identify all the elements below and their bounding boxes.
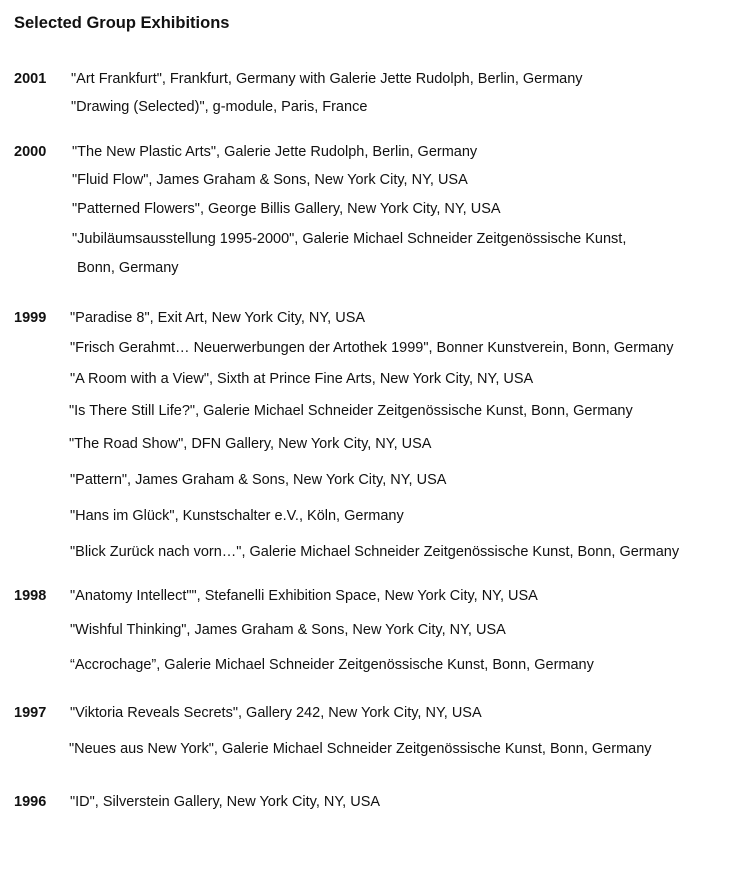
exhibition-entry: "Frisch Gerahmt… Neuerwerbungen der Artothek 1999", Bonner Kunstverein, Bonn, Germany	[70, 340, 674, 356]
page-title: Selected Group Exhibitions	[14, 14, 230, 32]
year-label: 1998	[14, 588, 47, 604]
exhibition-entry: "A Room with a View", Sixth at Prince Fine Arts, New York City, NY, USA	[70, 371, 534, 387]
exhibition-entry: "Art Frankfurt", Frankfurt, Germany with Galerie Jette Rudolph, Berlin, Germany	[71, 71, 583, 87]
exhibition-entry: "Anatomy Intellect"", Stefanelli Exhibition Space, New York City, NY, USA	[70, 588, 538, 604]
exhibition-entry: "Jubiläumsausstellung 1995-2000", Galerie Michael Schneider Zeitgenössische Kunst,	[72, 231, 627, 247]
exhibition-entry: "The Road Show", DFN Gallery, New York City, NY, USA	[69, 436, 432, 452]
exhibition-entry: "Paradise 8", Exit Art, New York City, NY, USA	[70, 310, 366, 326]
exhibition-entry: "Pattern", James Graham & Sons, New York City, NY, USA	[70, 472, 447, 488]
year-label: 1997	[14, 705, 47, 721]
exhibition-entry: "Is There Still Life?", Galerie Michael Schneider Zeitgenössische Kunst, Bonn, Germany	[69, 403, 633, 419]
exhibition-entry: "The New Plastic Arts", Galerie Jette Rudolph, Berlin, Germany	[72, 144, 478, 160]
exhibition-entry: "Wishful Thinking", James Graham & Sons, New York City, NY, USA	[70, 622, 506, 638]
exhibition-entry: "Hans im Glück", Kunstschalter e.V., Köln, Germany	[70, 508, 404, 524]
year-label: 2001	[14, 71, 47, 87]
exhibition-entry: "Drawing (Selected)", g-module, Paris, France	[71, 99, 368, 115]
exhibition-entry: "Neues aus New York", Galerie Michael Schneider Zeitgenössische Kunst, Bonn, Germany	[69, 741, 652, 757]
exhibition-entry: "Patterned Flowers", George Billis Gallery, New York City, NY, USA	[72, 201, 501, 217]
year-label: 2000	[14, 144, 47, 160]
exhibition-entry: "Blick Zurück nach vorn…", Galerie Michael Schneider Zeitgenössische Kunst, Bonn, Germany	[70, 544, 680, 560]
year-label: 1996	[14, 794, 47, 810]
exhibition-entry-continuation: Bonn, Germany	[77, 260, 179, 276]
exhibition-entry: "Fluid Flow", James Graham & Sons, New York City, NY, USA	[72, 172, 468, 188]
exhibition-entry: "Viktoria Reveals Secrets", Gallery 242, New York City, NY, USA	[70, 705, 482, 721]
year-label: 1999	[14, 310, 47, 326]
exhibition-entry: “Accrochage”, Galerie Michael Schneider Zeitgenössische Kunst, Bonn, Germany	[70, 657, 594, 673]
exhibition-entry: "ID", Silverstein Gallery, New York City, NY, USA	[70, 794, 381, 810]
